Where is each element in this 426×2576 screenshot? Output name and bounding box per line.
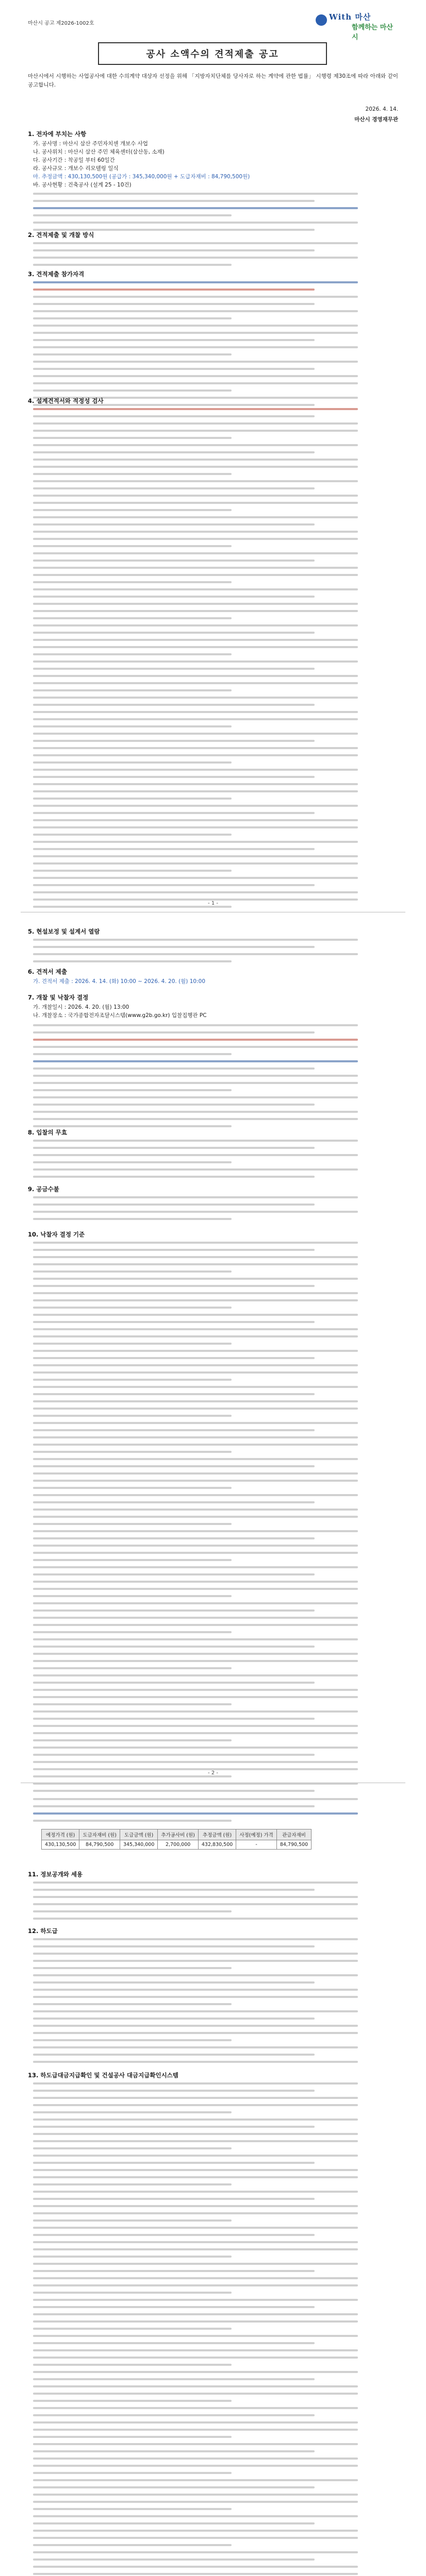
table-cell: 2,700,000 <box>158 1840 199 1850</box>
logo-line-1: With 마산 <box>329 12 371 22</box>
table-header-cell: 추가공사비 (원) <box>158 1829 199 1840</box>
table-row <box>42 1840 312 1850</box>
table-header-cell: 예정가격 (원) <box>42 1829 79 1840</box>
table-header-cell: 추정금액 (원) <box>198 1829 236 1840</box>
item-line: 가. 견적서 제출 : 2026. 4. 14. (화) 10:00 ~ 2026. 4. 20. (월) 10:00 <box>33 978 205 985</box>
document-page-2 <box>21 912 405 1783</box>
body-text-block <box>33 193 394 236</box>
table-cell: 84,790,500 <box>79 1840 120 1850</box>
document-page-1 <box>21 0 405 912</box>
item-line: 라. 공사규모 : 개보수 리모델링 일식 <box>33 165 119 172</box>
item-line: 가. 개찰일시 : 2026. 4. 20. (월) 13:00 <box>33 1004 129 1010</box>
table-cell: 432,830,500 <box>198 1840 236 1850</box>
item-line: 나. 공사위치 : 마산시 삼산 주민 체육센터(삼산동, 소재) <box>33 149 165 155</box>
item-line: 나. 개찰장소 : 국가종합전자조달시스템(www.g2b.go.kr) 입찰집행관 PC <box>33 1012 207 1019</box>
body-text-block <box>33 242 394 271</box>
section-heading: 6. 견적서 제출 <box>28 968 67 975</box>
table-header-cell: 사정(예정) 가격 <box>236 1829 277 1840</box>
page-number: - 2 - <box>208 1770 218 1776</box>
body-text-block <box>33 1196 394 1225</box>
body-text-block <box>33 939 394 968</box>
table-cell: 430,130,500 <box>42 1840 79 1850</box>
section-heading: 4. 설계견적서와 적정성 검사 <box>28 397 104 404</box>
section-heading: 10. 낙찰자 결정 기준 <box>28 1231 85 1238</box>
section-heading: 1. 전자에 부치는 사항 <box>28 130 87 138</box>
table-header-cell: 도급금액 (원) <box>120 1829 157 1840</box>
section-heading: 3. 견적제출 참가자격 <box>28 270 85 278</box>
table-cell: 345,340,000 <box>120 1840 157 1850</box>
item-line: 바. 공사현황 : 건축공사 (설계 25 - 10건) <box>33 182 132 188</box>
body-text-block <box>33 1798 394 1827</box>
document-number: 마산시 공고 제2026-1002호 <box>28 21 94 26</box>
body-text-block <box>33 408 394 913</box>
table-header-cell: 도급자재비 (원) <box>79 1829 120 1840</box>
item-line: 마. 추정금액 : 430,130,500원 (공급가 : 345,340,000원 + 도급자재비 : 84,790,500원) <box>33 174 250 180</box>
body-text-block <box>33 1024 394 1132</box>
item-line: 다. 공사기간 : 착공일 부터 60일간 <box>33 157 115 163</box>
document-page-3 <box>21 1783 405 2576</box>
notice-title: 공사 소액수의 견적제출 공고 <box>98 42 327 65</box>
item-line: 가. 공사명 : 마산시 삼산 주민자치센 개보수 사업 <box>33 141 148 147</box>
notice-issuer: 마산시 경영재무관 <box>354 116 398 123</box>
body-text-block <box>33 1140 394 1183</box>
table-cell: - <box>236 1840 277 1850</box>
section-heading: 8. 입찰의 무효 <box>28 1129 67 1136</box>
section-heading: 9. 공금수불 <box>28 1185 59 1193</box>
section-heading: 13. 하도급대금지급확인 및 건설공사 대금지급확인시스템 <box>28 2072 178 2079</box>
section-heading: 11. 정보공개와 세용 <box>28 1871 83 1878</box>
table-cell: 84,790,500 <box>276 1840 311 1850</box>
section-heading: 5. 현설보정 및 설계서 열람 <box>28 928 100 935</box>
notice-date: 2026. 4. 14. <box>365 106 398 112</box>
body-text-block <box>33 2082 394 2576</box>
body-text-block <box>33 1938 394 2068</box>
body-text-block <box>33 1242 394 1797</box>
table-header-row <box>42 1829 312 1840</box>
city-emblem-icon <box>316 14 327 26</box>
section-heading: 2. 견적제출 및 개찰 방식 <box>28 231 94 239</box>
body-text-block <box>33 1882 394 1925</box>
logo-line-2: 함께하는 마산시 <box>352 24 393 41</box>
section-heading: 12. 하도급 <box>28 1927 58 1935</box>
section-heading: 7. 개찰 및 낙찰자 결정 <box>28 994 89 1001</box>
page-number: - 1 - <box>208 901 218 906</box>
notice-intro: 마산시에서 시행하는 사업공사에 대한 수의계약 대상자 선정을 위해 「지방자치단체를 당사자로 하는 계약에 관한 법률」 시행령 제30조에 따라 아래와 같이 공고합니다. <box>28 73 398 88</box>
city-logo <box>316 11 393 41</box>
table-header-cell: 관급자재비 <box>276 1829 311 1840</box>
body-text-block <box>33 281 394 411</box>
price-table <box>41 1829 312 1850</box>
